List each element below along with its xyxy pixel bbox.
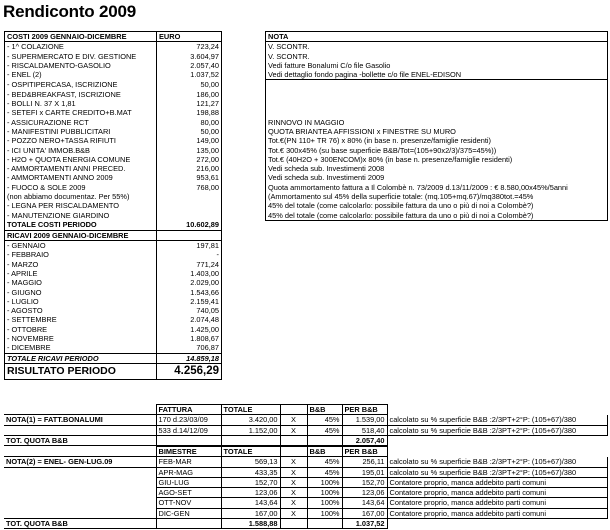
costi-note: Quota ammortamento fattura a Il Colombè n. 73/2009 d.13/11/2009 : € 8.580,00x45%/5anni — [266, 183, 608, 192]
empty-cell — [280, 519, 307, 529]
spacer-cell — [222, 61, 266, 70]
costi-amount: 121,27 — [157, 99, 222, 108]
costi-note: (Ammortamento sul 45% della superficie totale: (mq.105+mq.67)/mq380tot.=45% — [266, 192, 608, 201]
spacer-cell — [222, 164, 266, 173]
costi-note: Vedi fatture Bonalumi C/o file Gasolio — [266, 61, 608, 70]
nota2-col-bb: B&B — [307, 447, 342, 457]
ricavi-amount: 1.403,00 — [157, 269, 222, 278]
nota2-note: Contatore proprio, manca addebito parti comuni — [387, 488, 607, 498]
nota1-bb-percent: 45% — [307, 415, 342, 425]
spacer-cell — [266, 260, 608, 269]
totale-ricavi-label: TOTALE RICAVI PERIODO — [5, 353, 157, 363]
risultato-amount: 4.256,29 — [157, 363, 222, 379]
ricavi-amount: 1.808,67 — [157, 334, 222, 343]
nota2-bimestre: APR-MAG — [156, 467, 221, 477]
nota1-note: calcolato su % superficie B&B :2/3PT+2°P: (105+67)/380 — [387, 425, 607, 435]
costi-note — [266, 80, 608, 90]
costi-note: Vedi scheda sub. Investimenti 2009 — [266, 173, 608, 182]
ricavi-label: - MARZO — [5, 260, 157, 269]
costi-note: V. SCONTR. — [266, 52, 608, 61]
empty-cell — [387, 519, 607, 529]
spacer-cell — [222, 241, 266, 251]
ricavi-label: - AGOSTO — [5, 306, 157, 315]
costi-row — [5, 173, 608, 182]
ricavi-label: - GIUGNO — [5, 288, 157, 297]
costi-amount — [157, 192, 222, 201]
costi-note — [266, 108, 608, 117]
spacer-cell — [222, 250, 266, 259]
risultato-label: RISULTATO PERIODO — [5, 363, 157, 379]
costi-note: V. SCONTR. — [266, 42, 608, 52]
ricavi-row — [5, 306, 608, 315]
rendiconto-table — [4, 31, 608, 380]
nota2-per-bb: 152,70 — [342, 477, 387, 487]
empty-cell — [307, 519, 342, 529]
nota1-per-bb: 1.539,00 — [342, 415, 387, 425]
ricavi-header-row — [5, 230, 608, 240]
nota2-per-bb: 167,00 — [342, 508, 387, 518]
nota2-header-row — [4, 447, 607, 457]
ricavi-amount: - — [157, 250, 222, 259]
nota2-note: calcolato su % superficie B&B :2/3PT+2°P: (105+67)/380 — [387, 457, 607, 467]
nota2-x-mark: X — [280, 477, 307, 487]
spacer-cell — [222, 306, 266, 315]
spacer-cell — [222, 220, 266, 230]
nota2-per-bb: 256,11 — [342, 457, 387, 467]
spacer-cell — [222, 127, 266, 136]
costi-label: - ICI UNITA' IMMOB.B&B — [5, 146, 157, 155]
costi-label: - RISCALDAMENTO-GASOLIO — [5, 61, 157, 70]
nota1-row — [4, 415, 607, 425]
empty-cell — [4, 498, 156, 508]
totale-costi-row — [5, 220, 608, 230]
ricavi-amount: 1.425,00 — [157, 325, 222, 334]
costi-row — [5, 127, 608, 136]
nota2-row — [4, 457, 607, 467]
costi-note — [266, 90, 608, 99]
empty-cell — [4, 467, 156, 477]
nota2-row — [4, 467, 607, 477]
costi-label: - ENEL (2) — [5, 70, 157, 80]
costi-label: - BED&BREAKFAST, ISCRIZIONE — [5, 90, 157, 99]
ricavi-amount: 2.029,00 — [157, 278, 222, 287]
costi-row — [5, 108, 608, 117]
nota2-total-row — [4, 519, 607, 529]
nota2-bb-percent: 45% — [307, 457, 342, 467]
nota2-per-bb: 123,06 — [342, 488, 387, 498]
spacer-cell — [222, 108, 266, 117]
totale-costi-label: TOTALE COSTI PERIODO — [5, 220, 157, 230]
costi-label: - AMMORTAMENTI ANNO 2009 — [5, 173, 157, 182]
costi-label: - LEGNA PER RISCALDAMENTO — [5, 201, 157, 210]
empty-cell — [4, 477, 156, 487]
spacer-cell — [222, 315, 266, 324]
ricavi-row — [5, 278, 608, 287]
costi-note: Vedi scheda sub. Investimenti 2008 — [266, 164, 608, 173]
costi-label: - FUOCO & SOLE 2009 — [5, 183, 157, 192]
spacer-cell — [222, 334, 266, 343]
totale-costi-amount: 10.602,89 — [157, 220, 222, 230]
ricavi-header: RICAVI 2009 GENNAIO-DICEMBRE — [5, 230, 157, 240]
costi-amount: 2.057,40 — [157, 61, 222, 70]
spacer-cell — [222, 90, 266, 99]
nota1-totale: 3.420,00 — [221, 415, 280, 425]
costi-note: Tot.€ (40H2O + 300ENCOM)x 80% (in base n. presenze/famiglie residenti) — [266, 155, 608, 164]
nota1-x-mark: X — [280, 415, 307, 425]
ricavi-row — [5, 260, 608, 269]
ricavi-label: - APRILE — [5, 269, 157, 278]
nota1-note: calcolato su % superficie B&B :2/3PT+2°P: (105+67)/380 — [387, 415, 607, 425]
ricavi-label: - FEBBRAIO — [5, 250, 157, 259]
ricavi-header-amount — [157, 230, 222, 240]
nota1-header-row — [4, 405, 607, 415]
ricavi-row — [5, 288, 608, 297]
nota2-table — [4, 446, 608, 529]
costi-amount: 149,00 — [157, 136, 222, 145]
page-title: Rendiconto 2009 — [3, 2, 137, 21]
empty-cell — [307, 435, 342, 445]
spacer-cell — [266, 363, 608, 379]
nota2-bb-percent: 100% — [307, 488, 342, 498]
nota1-fattura: 170 d.23/03/09 — [156, 415, 221, 425]
costi-label: - AMMORTAMENTI ANNI PRECED. — [5, 164, 157, 173]
ricavi-row — [5, 297, 608, 306]
nota2-totale: 433,35 — [221, 467, 280, 477]
nota1-tot-value: 2.057,40 — [342, 435, 387, 445]
spacer-cell — [222, 201, 266, 210]
empty-cell — [4, 508, 156, 518]
ricavi-label: - LUGLIO — [5, 297, 157, 306]
nota2-note: Contatore proprio, manca addebito parti comuni — [387, 477, 607, 487]
costi-row — [5, 70, 608, 80]
nota1-per-bb: 518,40 — [342, 425, 387, 435]
nota-header: NOTA — [266, 32, 608, 42]
costi-amount: 50,00 — [157, 80, 222, 90]
spacer-cell — [222, 353, 266, 363]
nota2-row — [4, 508, 607, 518]
ricavi-row — [5, 325, 608, 334]
costi-amount: 135,00 — [157, 146, 222, 155]
empty-cell — [4, 425, 156, 435]
costi-label: - MANUTENZIONE GIARDINO — [5, 211, 157, 221]
ricavi-amount: 706,87 — [157, 343, 222, 353]
costi-row — [5, 99, 608, 108]
spacer-cell — [222, 260, 266, 269]
nota2-bimestre: FEB-MAR — [156, 457, 221, 467]
nota2-col-per-bb: PER B&B — [342, 447, 387, 457]
spacer-cell — [222, 70, 266, 80]
spacer-cell — [266, 343, 608, 353]
nota2-totale: 152,70 — [221, 477, 280, 487]
nota2-tot-totale: 1.588,88 — [221, 519, 280, 529]
empty-cell — [387, 435, 607, 445]
nota1-table — [4, 404, 608, 446]
costi-label: - OSPITIPERCASA, ISCRIZIONE — [5, 80, 157, 90]
empty-cell — [280, 435, 307, 445]
ricavi-amount: 197,81 — [157, 241, 222, 251]
costi-amount: 198,88 — [157, 108, 222, 117]
nota1-tot-label: TOT. QUOTA B&B — [4, 435, 156, 445]
ricavi-label: - NOVEMBRE — [5, 334, 157, 343]
nota2-bb-percent: 100% — [307, 498, 342, 508]
ricavi-row — [5, 250, 608, 259]
costi-amount: 3.604,97 — [157, 52, 222, 61]
spacer-cell — [222, 155, 266, 164]
nota2-label: NOTA(2) = ENEL- GEN-LUG.09 — [4, 457, 156, 467]
nota2-x-mark: X — [280, 498, 307, 508]
nota2-bb-percent: 100% — [307, 508, 342, 518]
spacer-cell — [222, 278, 266, 287]
euro-header: EURO — [157, 32, 222, 42]
nota1-col-totale: TOTALE — [221, 405, 280, 415]
nota1-col-bb: B&B — [307, 405, 342, 415]
costi-label: - ASSICURAZIONE RCT — [5, 118, 157, 127]
ricavi-label: - MAGGIO — [5, 278, 157, 287]
empty-cell — [4, 488, 156, 498]
costi-amount — [157, 211, 222, 221]
ricavi-label: - OTTOBRE — [5, 325, 157, 334]
costi-amount: 186,00 — [157, 90, 222, 99]
ricavi-amount: 740,05 — [157, 306, 222, 315]
ricavi-row — [5, 343, 608, 353]
nota2-bb-percent: 100% — [307, 477, 342, 487]
nota1-total-row — [4, 435, 607, 445]
spacer-cell — [222, 297, 266, 306]
ricavi-amount: 2.074,48 — [157, 315, 222, 324]
spacer-cell — [266, 250, 608, 259]
costi-amount: 216,00 — [157, 164, 222, 173]
costi-label: - BOLLI N. 37 X 1,81 — [5, 99, 157, 108]
empty-cell — [156, 519, 221, 529]
nota2-totale: 123,06 — [221, 488, 280, 498]
nota2-tot-value: 1.037,52 — [342, 519, 387, 529]
spacer-cell — [222, 288, 266, 297]
costi-label: (non abbiamo documentaz. Per 55%) — [5, 192, 157, 201]
nota2-note: Contatore proprio, manca addebito parti comuni — [387, 508, 607, 518]
ricavi-row — [5, 334, 608, 343]
spacer-cell — [222, 192, 266, 201]
ricavi-amount: 771,24 — [157, 260, 222, 269]
empty-cell — [156, 435, 221, 445]
nota2-note: Contatore proprio, manca addebito parti comuni — [387, 498, 607, 508]
nota1-col-fattura: FATTURA — [156, 405, 221, 415]
totale-ricavi-amount: 14.859,18 — [157, 353, 222, 363]
ricavi-row — [5, 241, 608, 251]
spacer-cell — [222, 80, 266, 90]
costi-label: - SUPERMERCATO E DIV. GESTIONE — [5, 52, 157, 61]
totale-ricavi-row — [5, 353, 608, 363]
costi-label: - 1^ COLAZIONE — [5, 42, 157, 52]
nota1-row — [4, 425, 607, 435]
nota2-bb-percent: 45% — [307, 467, 342, 477]
nota2-per-bb: 195,01 — [342, 467, 387, 477]
nota2-totale: 569,13 — [221, 457, 280, 467]
costi-label: - SETEFI x CARTE CREDITO+B.MAT — [5, 108, 157, 117]
spacer-cell — [222, 269, 266, 278]
costi-label: - POZZO NERO+TASSA RIFIUTI — [5, 136, 157, 145]
costi-amount: 768,00 — [157, 183, 222, 192]
spacer-cell — [266, 306, 608, 315]
nota2-bimestre: GIU-LUG — [156, 477, 221, 487]
costi-amount: 272,00 — [157, 155, 222, 164]
ricavi-label: - GENNAIO — [5, 241, 157, 251]
nota2-totale: 167,00 — [221, 508, 280, 518]
spacer-cell — [266, 241, 608, 251]
nota2-col-totale: TOTALE — [221, 447, 280, 457]
ricavi-label: - DICEMBRE — [5, 343, 157, 353]
spacer-cell — [222, 118, 266, 127]
nota2-row — [4, 488, 607, 498]
ricavi-label: - SETTEMBRE — [5, 315, 157, 324]
ricavi-row — [5, 269, 608, 278]
nota1-col-per-bb: PER B&B — [342, 405, 387, 415]
nota2-tot-label: TOT. QUOTA B&B — [4, 519, 156, 529]
nota2-x-mark: X — [280, 457, 307, 467]
costi-note: Vedi dettaglio fondo pagina -bollette c/o file ENEL-EDISON — [266, 70, 608, 80]
spacer-cell — [266, 278, 608, 287]
nota1-fattura: 533 d.14/12/09 — [156, 425, 221, 435]
risultato-row — [5, 363, 608, 379]
nota1-x-mark: X — [280, 425, 307, 435]
spacer-cell — [222, 99, 266, 108]
spacer-cell — [222, 173, 266, 182]
costi-note: Tot.€ 300x45% (su base superficie B&B/Tot=(105+90x2/3)/375=45%)) — [266, 146, 608, 155]
costi-note: QUOTA BRIANTEA AFFISSIONI x FINESTRE SU MURO — [266, 127, 608, 136]
ricavi-row — [5, 315, 608, 324]
costi-amount: 723,24 — [157, 42, 222, 52]
costi-header: COSTI 2009 GENNAIO-DICEMBRE — [5, 32, 157, 42]
nota2-bimestre: DIC-GEN — [156, 508, 221, 518]
spacer-cell — [266, 353, 608, 363]
costi-amount: 50,00 — [157, 127, 222, 136]
nota2-x-mark: X — [280, 508, 307, 518]
costi-label: - MANIFESTINI PUBBLICITARI — [5, 127, 157, 136]
ricavi-amount: 1.543,66 — [157, 288, 222, 297]
spacer-cell — [222, 136, 266, 145]
costi-amount: 80,00 — [157, 118, 222, 127]
nota2-row — [4, 498, 607, 508]
costi-amount: 1.037,52 — [157, 70, 222, 80]
nota2-bimestre: AGO-SET — [156, 488, 221, 498]
costi-row — [5, 164, 608, 173]
spacer-cell — [222, 343, 266, 353]
costi-row — [5, 192, 608, 201]
nota2-note: calcolato su % superficie B&B :2/3PT+2°P: (105+67)/380 — [387, 467, 607, 477]
spacer-cell — [266, 230, 608, 240]
costi-row — [5, 155, 608, 164]
costi-row — [5, 61, 608, 70]
spacer-cell — [222, 52, 266, 61]
costi-amount: 953,61 — [157, 173, 222, 182]
spacer-cell — [266, 269, 608, 278]
nota2-x-mark: X — [280, 488, 307, 498]
spacer-cell — [222, 211, 266, 221]
spacer-cell — [222, 325, 266, 334]
nota2-x-mark: X — [280, 467, 307, 477]
costi-row — [5, 211, 608, 221]
costi-row — [5, 42, 608, 52]
nota1-totale: 1.152,00 — [221, 425, 280, 435]
costi-label: - H2O + QUOTA ENERGIA COMUNE — [5, 155, 157, 164]
spacer-cell — [266, 315, 608, 324]
costi-row — [5, 118, 608, 127]
costi-row — [5, 90, 608, 99]
nota2-col-bimestre: BIMESTRE — [156, 447, 221, 457]
spacer-cell — [222, 183, 266, 192]
costi-note: Tot.€(PN 110+ TR 76) x 80% (in base n. presenze/famiglie residenti) — [266, 136, 608, 145]
spacer-cell — [266, 334, 608, 343]
nota2-totale: 143,64 — [221, 498, 280, 508]
nota1-bb-percent: 45% — [307, 425, 342, 435]
spacer-cell — [266, 325, 608, 334]
costi-note: 45% del totale (come calcolarlo: possibile fattura da uno o più di noi a Colombè?) — [266, 201, 608, 210]
spacer-cell — [266, 220, 608, 230]
nota2-bimestre: OTT-NOV — [156, 498, 221, 508]
spacer-cell — [222, 230, 266, 240]
nota2-row — [4, 477, 607, 487]
nota1-tot-totale — [221, 435, 280, 445]
spacer-cell — [266, 288, 608, 297]
spacer-cell — [222, 146, 266, 155]
costi-row — [5, 52, 608, 61]
costi-note: RINNOVO IN MAGGIO — [266, 118, 608, 127]
costi-row — [5, 146, 608, 155]
costi-note: 45% del totale (come calcolarlo: possibile fattura da uno o più di noi a Colombè?) — [266, 211, 608, 221]
costi-amount — [157, 201, 222, 210]
costi-header-row — [5, 32, 608, 42]
spacer-cell — [222, 42, 266, 52]
costi-row — [5, 136, 608, 145]
nota2-per-bb: 143,64 — [342, 498, 387, 508]
ricavi-amount: 2.159,41 — [157, 297, 222, 306]
spacer-cell — [266, 297, 608, 306]
spacer-cell — [222, 363, 266, 379]
costi-row — [5, 183, 608, 192]
costi-row — [5, 201, 608, 210]
costi-note — [266, 99, 608, 108]
costi-row — [5, 80, 608, 90]
nota1-label: NOTA(1) = FATT.BONALUMI — [4, 415, 156, 425]
